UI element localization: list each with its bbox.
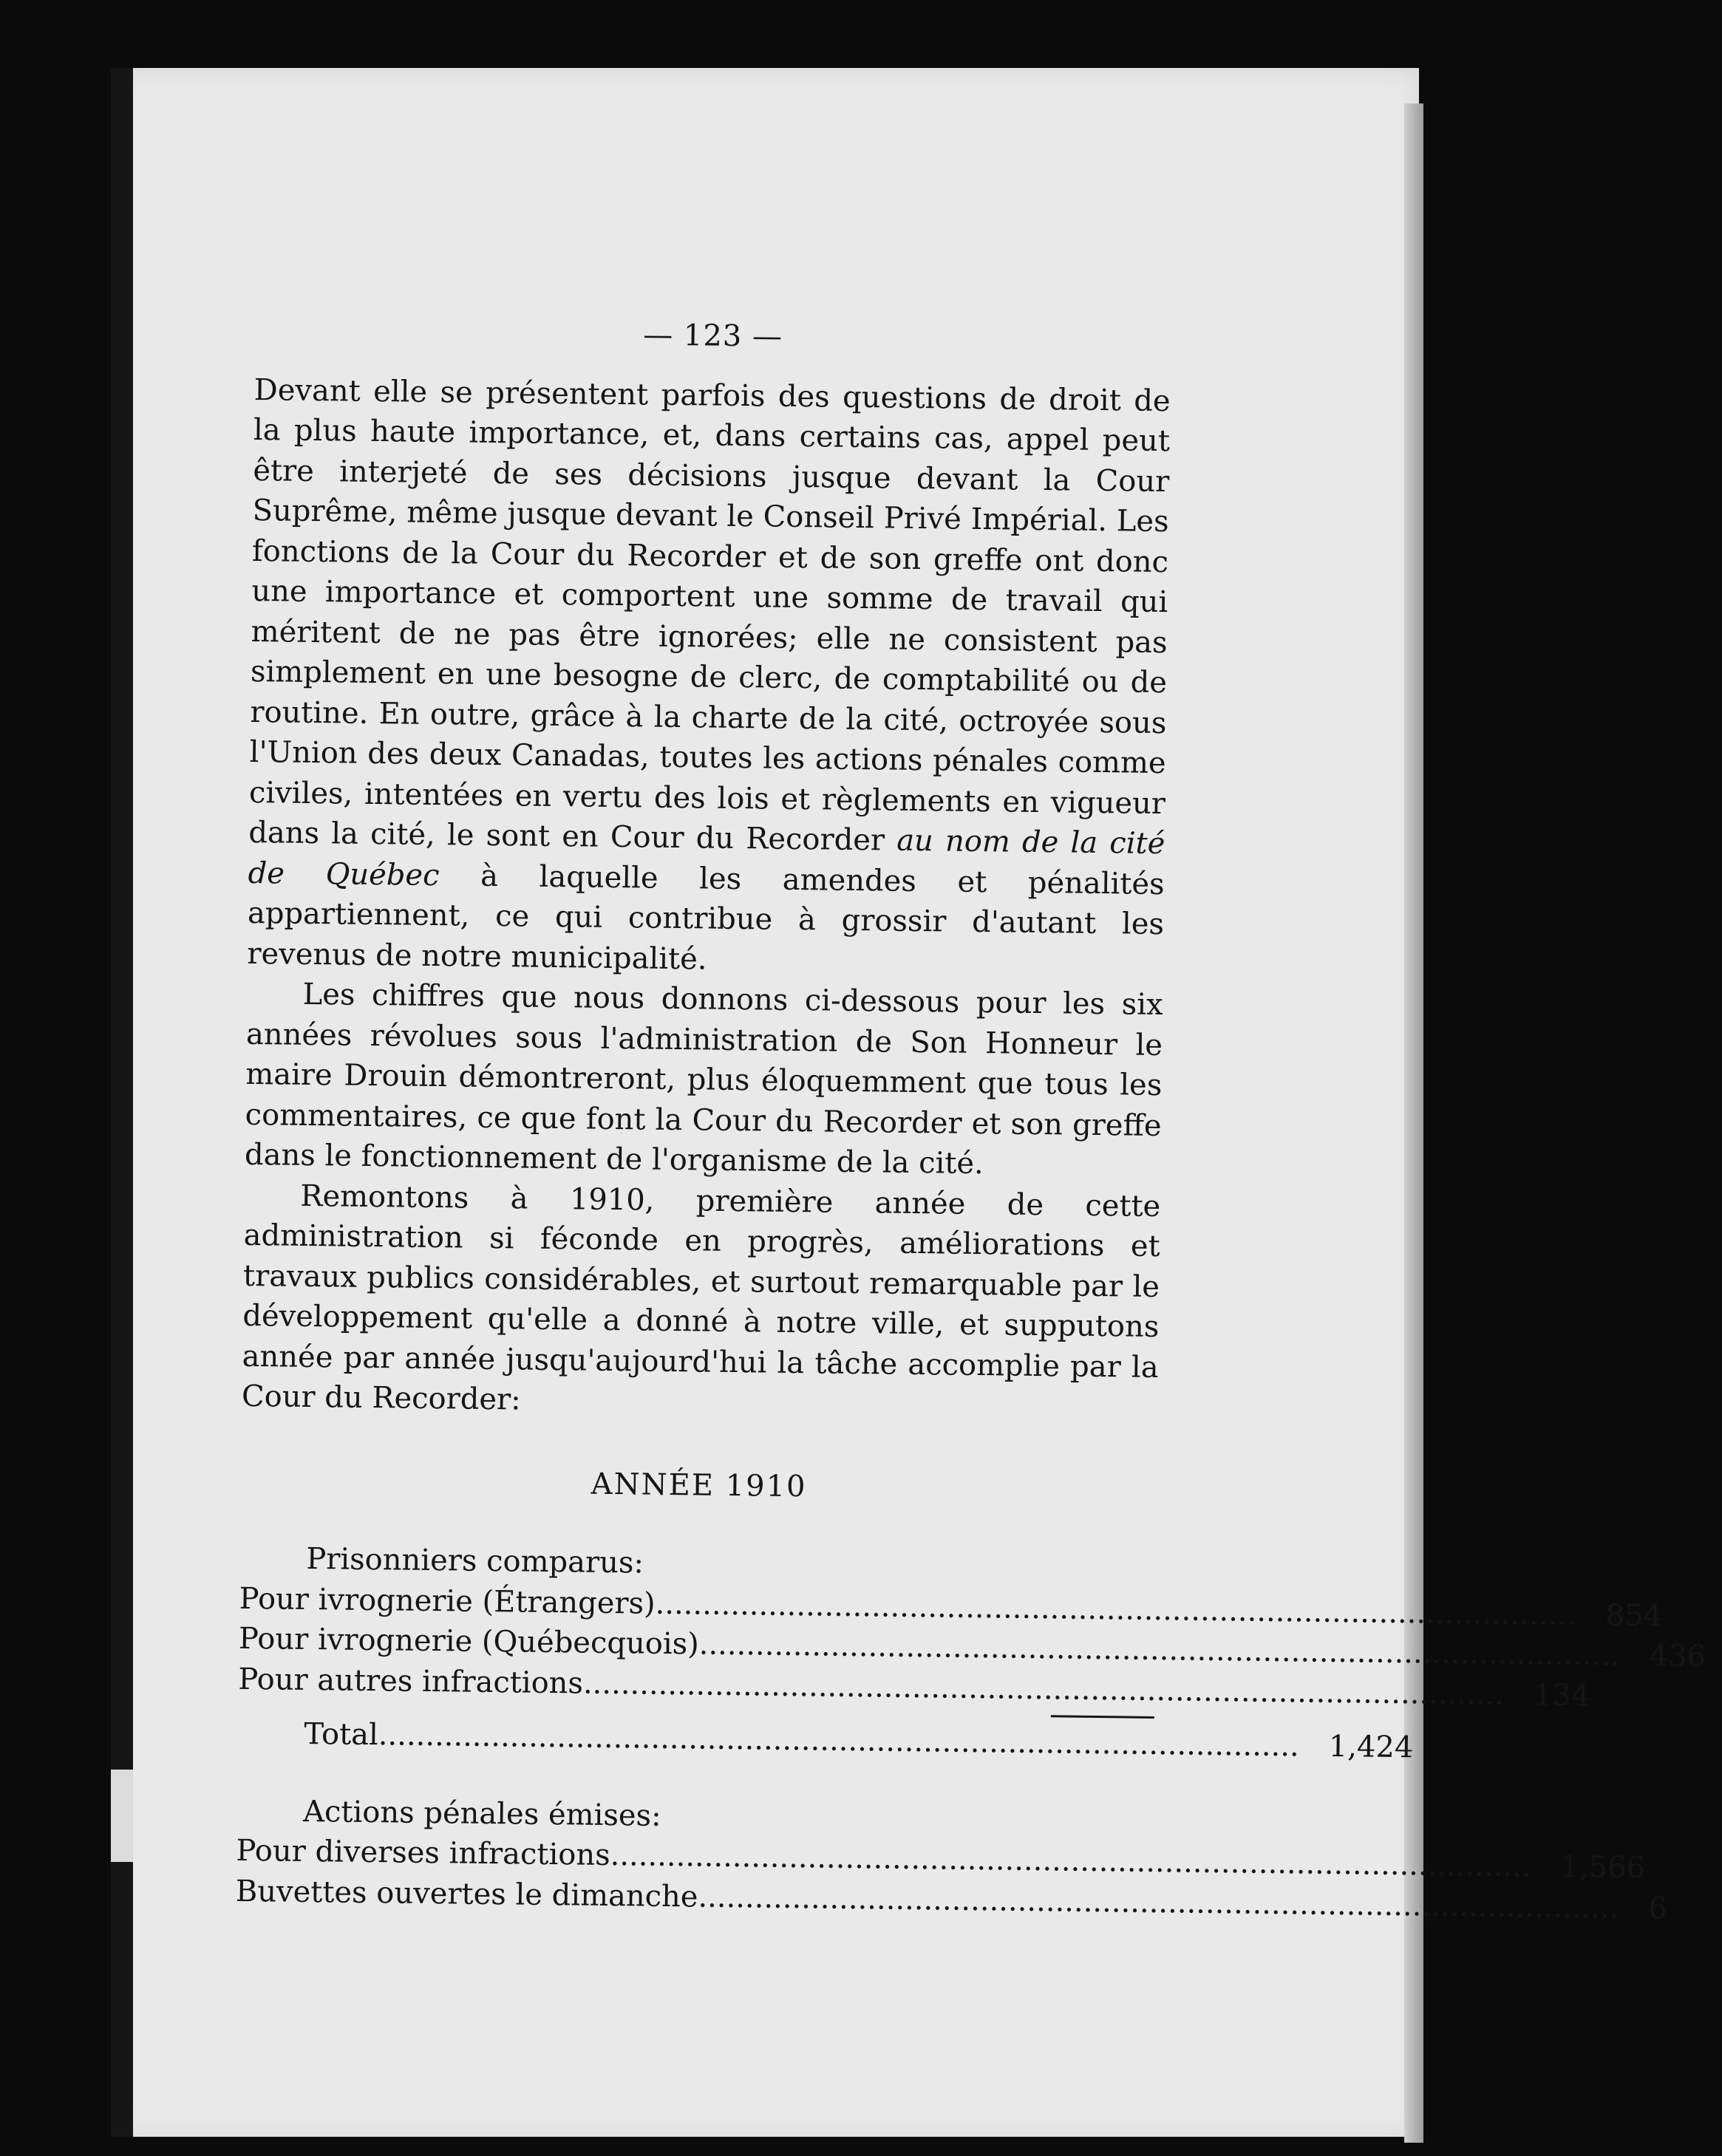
paragraph-1-text: Devant elle se présentent parfois des questions de droit de la plus haute importance, et, dans certains cas, appel peut être interjeté de ses décisions jusque devant la Cour Suprême, même jusque devant le Conseil Privé Impérial. Les fonctions de la Cour du Recorder et de son greffe ont donc une importance et comportent une somme de travail qui méritent de ne pas être ignorées; elle ne consistent pas simplement en une besogne de clerc, de comptabilité ou de routine. En outre, grâce à la charte de la cité, octroyée sous l'Union des deux Canadas, toutes les actions pénales comme civiles, intentées en vertu des lois et règlements en vigueur dans la cité, le sont en Cour du Recorder [248,372,1171,858]
row-value: 134 [1533,1677,1590,1713]
row-value: 436 [1649,1639,1706,1674]
leader-dots: .................................................................................................. [655,1586,1576,1632]
row-value: 1,566 [1560,1849,1646,1886]
total-label: Total [304,1716,379,1753]
page-number: — 123 — [642,318,783,354]
page-right-edge [1404,103,1423,2143]
total-row [237,1713,1414,1765]
row-value: 854 [1605,1597,1663,1633]
leader-dots: .................................................................................................. [582,1666,1505,1712]
total-value: 1,424 [1328,1729,1414,1765]
leader-dots: .................................................................................................. [698,1627,1621,1673]
leader-dots: .................................................................................................. [610,1838,1531,1884]
binding-gap [111,1770,133,1862]
paragraph-3: Remontons à 1910, première année de cette administration si féconde en progrès, améliorations et travaux publics considérables, et surtout remarquable par le développement qu'elle a donné à notre ville, et supputons année par année jusqu'aujourd'hui la tâche accomplie par la Cour du Recorder: [241,1178,1161,1417]
prisoners-heading: Prisonniers comparus: [306,1541,644,1580]
paragraph-2: Les chiffres que nous donnons ci-dessous pour les six années révolues sous l'administration de Son Honneur le maire Drouin démontreront, plus éloquemment que tous les commentaires, ce que font la Cour du Recorder et son greffe dans le fonctionnement de l'organisme de la cité. [244,977,1163,1181]
paragraph-1-italic: au nom de la cité de Québec [248,823,1165,893]
row-value: 6 [1648,1891,1668,1926]
paragraph-1-end: à laquelle les amendes et pénalités appartiennent, ce qui contribue à grossir d'autant les revenus de notre municipalité. [247,858,1165,977]
row-label: Pour ivrognerie (Québecquois) [238,1621,700,1662]
total-rule [1051,1715,1154,1719]
row-label: Pour diverses infractions [236,1833,610,1873]
row-label: Buvettes ouvertes le dimanche [235,1874,698,1914]
row-label: Pour ivrognerie (Étrangers) [239,1581,656,1621]
actions-heading: Actions pénales émises: [302,1794,661,1833]
paragraph-1 [247,369,1171,985]
leader-dots: .................................................................................................. [698,1879,1619,1925]
row-label: Pour autres infractions [238,1662,584,1701]
year-heading: ANNÉE 1910 [591,1467,807,1504]
leader-dots: .................................................................................................. [378,1718,1300,1764]
page-content [235,310,1706,1926]
